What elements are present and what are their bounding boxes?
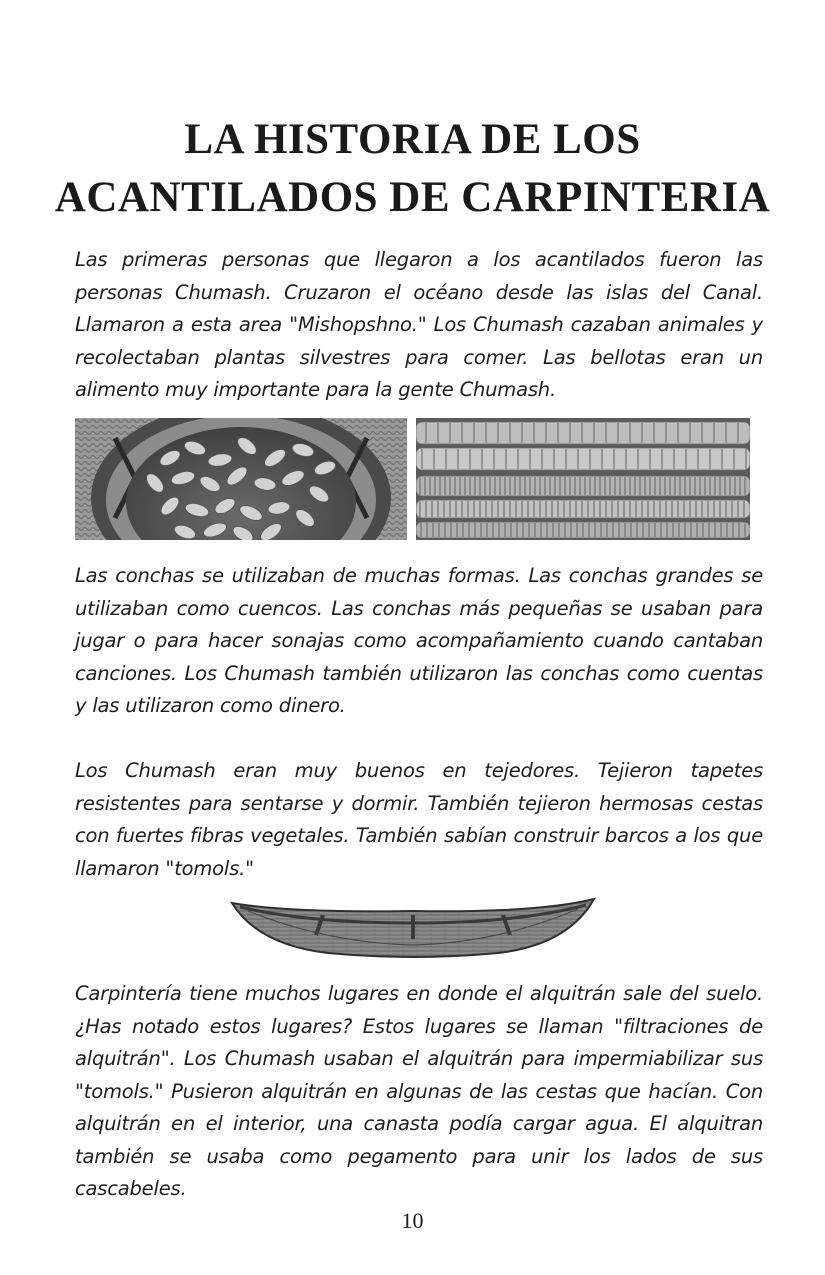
tomol-canoe-image	[228, 893, 598, 961]
paragraph-shells: Las conchas se utilizaban de muchas formas. Las conchas grandes se utilizaban como cuencos. Las conchas más pequeñas se usaban para jugar o para hacer sonajas como acompañamiento cuando cantaban canciones. Los Chumash también utilizaron las conchas como cuentas y las utilizaron como dinero.	[75, 564, 763, 717]
title-line-2: ACANTILADOS DE CARPINTERIA	[54, 173, 771, 221]
tomol-canoe-illustration	[228, 893, 598, 961]
paragraph-tar-seeps: Carpintería tiene muchos lugares en donde el alquitrán sale del suelo. ¿Has notado estos lugares? Estos lugares se llaman "filtraciones de alquitrán". Los Chumash usaban el alquitrán para impermiabilizar sus "tomols." Pusieron alquitrán en algunas de las cestas que hacían. Con alquitrán en el interior, una canasta podía cargar agua. El alquitran también se usaba como pegamento para unir los lados de sus cascabeles.	[75, 982, 763, 1200]
title-line-1: LA HISTORIA DE LOS	[184, 115, 641, 163]
paragraph-chumash-arrival: Las primeras personas que llegaron a los acantilados fueron las personas Chumash. Cruzaron el océano desde las islas del Canal. Llamaron a esta area "Mishopshno." Los Chumash cazaban animales y recolectaban plantas silvestres para comer. Las bellotas eran un alimento muy importante para la gente Chumash.	[75, 248, 763, 401]
acorn-basket-photo	[75, 418, 407, 540]
shell-beads-image	[416, 418, 750, 540]
page-title	[0, 111, 825, 227]
shell-beads-photo	[416, 418, 750, 540]
page-number: 10	[401, 1208, 424, 1233]
acorn-basket-image	[75, 418, 407, 540]
paragraph-weaving-tomols: Los Chumash eran muy buenos en tejedores. Tejieron tapetes resistentes para sentarse y dormir. También tejieron hermosas cestas con fuertes fibras vegetales. También sabían construir barcos a los que llamaron "tomols."	[75, 759, 763, 880]
